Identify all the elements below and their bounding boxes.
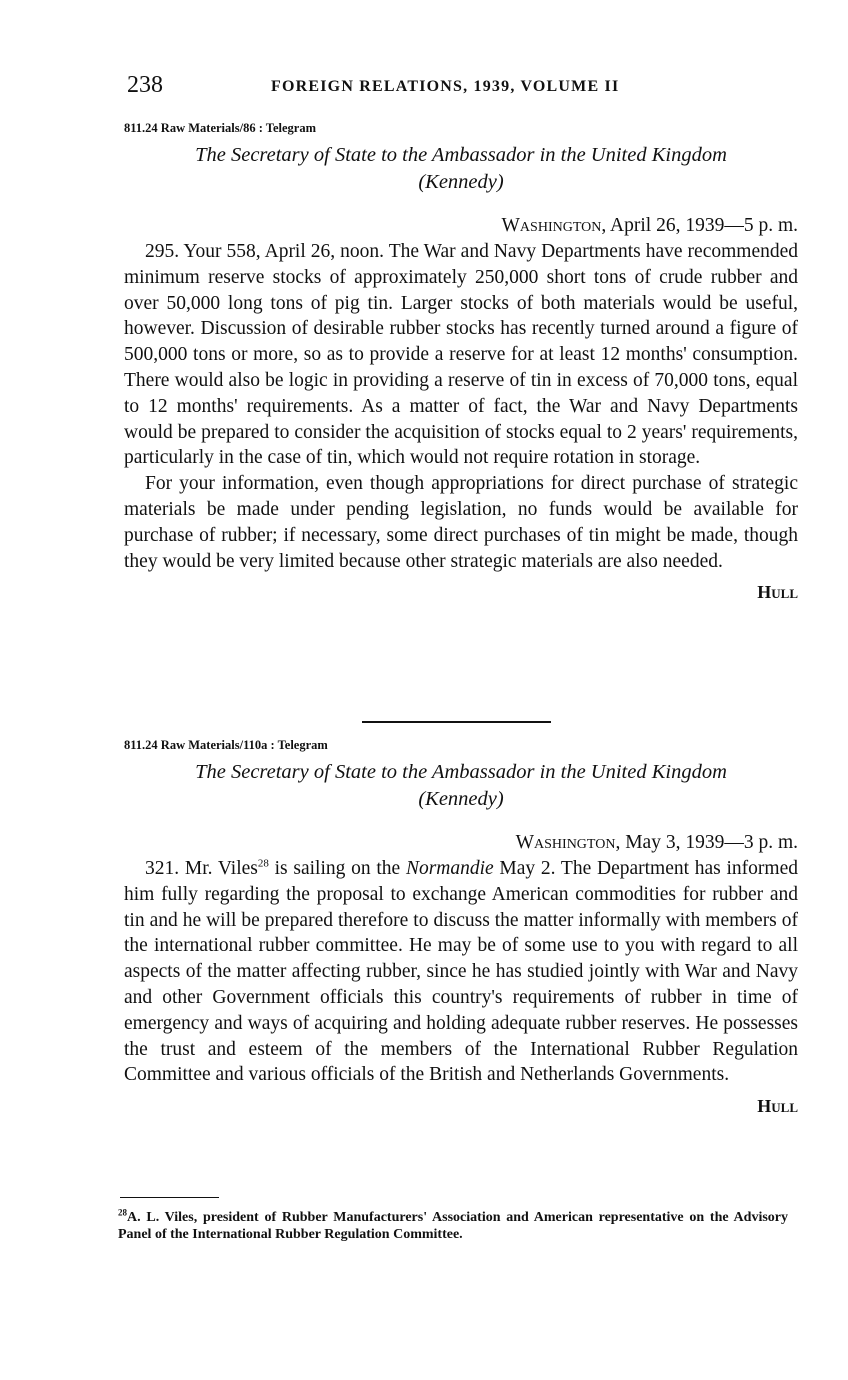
signature: Hull bbox=[757, 1096, 798, 1117]
dateline bbox=[124, 829, 798, 856]
dateline bbox=[124, 212, 798, 239]
paragraph-intro: 321. Mr. Viles bbox=[145, 858, 258, 879]
signature: Hull bbox=[757, 582, 798, 603]
section-divider bbox=[362, 721, 551, 723]
file-reference: 811.24 Raw Materials/86 : Telegram bbox=[124, 121, 316, 135]
paragraph-text: May 2. The Department has informed him fully regarding the proposal to exchange American commodities for rubber and tin and he will be prepared therefore to discuss the matter informally with members of the international rubber committee. He may be of some use to you with regard to all aspects of the matter affecting rubber, since he has studied jointly with War and Navy and other Government officials this country's requirements of rubber in time of emergency and ways of acquiring and holding adequate rubber reserves. He possesses the trust and esteem of the members of the International Rubber Regulation Committee and various officials of the British and Netherlands Governments. bbox=[124, 858, 798, 1086]
footnote-reference[interactable]: 28 bbox=[257, 857, 269, 870]
dateline-place: Washington, bbox=[501, 215, 607, 236]
body-paragraph: For your information, even though appropriations for direct purchase of strategic materials be made under pending legislation, no funds would be available for purchase of rubber; if necessary, some direct purchases of tin might be made, though they would be very limited because other strategic materials are also needed. bbox=[124, 473, 798, 572]
title-line: (Kennedy) bbox=[418, 788, 504, 810]
title-line: (Kennedy) bbox=[418, 171, 504, 193]
document-2 bbox=[124, 735, 798, 1118]
page-number: 238 bbox=[127, 72, 163, 98]
footnote-text: A. L. Viles, president of Rubber Manufacturers' Association and American representative on the Advisory Panel of the International Rubber Regulation Committee. bbox=[118, 1210, 788, 1242]
running-head bbox=[127, 72, 797, 102]
footnote-marker: 28 bbox=[118, 1207, 127, 1218]
journal-title: FOREIGN RELATIONS, 1939, VOLUME II bbox=[271, 78, 620, 95]
ship-name: Normandie bbox=[405, 858, 494, 879]
title-line: The Secretary of State to the Ambassador in the United Kingdom bbox=[195, 761, 727, 783]
dateline-place: Washington, bbox=[515, 832, 621, 853]
footnote-divider bbox=[120, 1197, 219, 1198]
body-paragraph: 295. Your 558, April 26, noon. The War and Navy Departments have recommended minimum reserve stocks of approximately 250,000 short tons of crude rubber and over 50,000 long tons of pig tin. Larger stocks of both materials would be useful, however. Discussion of desirable rubber stocks has recently turned around a figure of 500,000 tons or more, so as to provide a reserve for at least 12 months' consumption. There would also be logic in providing a reserve of tin in excess of 70,000 tons, equal to 12 months' requirements. As a matter of fact, the War and Navy Departments would be prepared to consider the acquisition of stocks equal to 2 years' requirements, particularly in the case of tin, which would not require rotation in storage. bbox=[124, 241, 798, 469]
title-line: The Secretary of State to the Ambassador in the United Kingdom bbox=[195, 144, 727, 166]
body-paragraph bbox=[124, 856, 798, 1088]
paragraph-text: is sailing on the bbox=[268, 858, 406, 879]
dateline-date: May 3, 1939—3 p. m. bbox=[620, 832, 798, 853]
footnote bbox=[118, 1209, 788, 1243]
file-reference: 811.24 Raw Materials/110a : Telegram bbox=[124, 738, 328, 752]
document-title bbox=[124, 759, 798, 813]
document-1 bbox=[124, 118, 798, 604]
document-title bbox=[124, 142, 798, 196]
dateline-date: April 26, 1939—5 p. m. bbox=[606, 215, 798, 236]
